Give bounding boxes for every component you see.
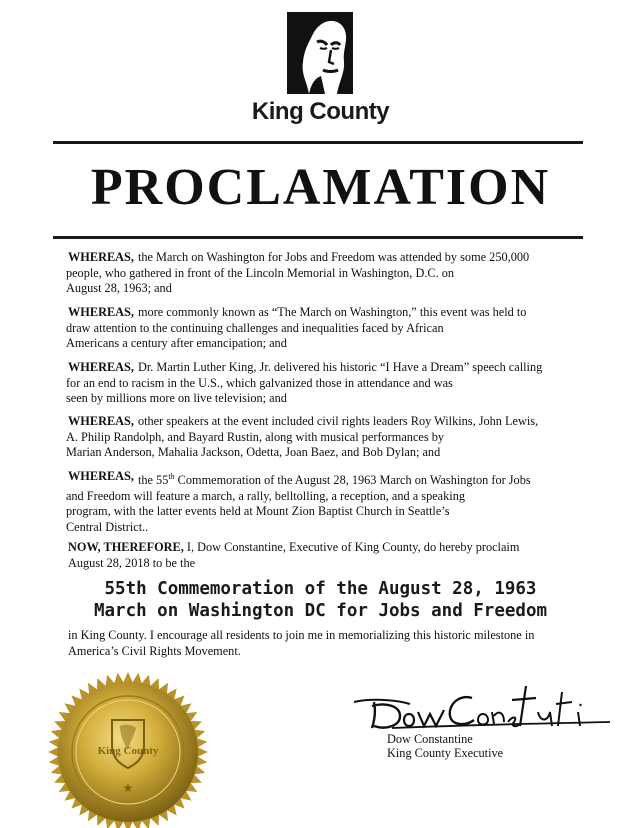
clause-line: for an end to racism in the U.S., which galvanized those in attendance and was: [65, 375, 453, 390]
clause-line: Central District..: [65, 519, 149, 534]
seal-text: King County: [97, 745, 159, 757]
king-county-logo-icon: [287, 12, 353, 94]
closing-line-1: in King County. I encourage all residents to join me in memorializing this historic milestone in: [68, 628, 535, 642]
clause-line: more commonly known as “The March on Washington,” this event was held to: [137, 305, 527, 319]
whereas-keyword: WHEREAS,: [68, 414, 134, 428]
clause-line: and Freedom will feature a march, a rally, belltolling, a reception, and a speaking: [65, 488, 465, 503]
whereas-keyword: WHEREAS,: [68, 360, 134, 374]
clause-line: Americans a century after emancipation; and: [65, 336, 287, 350]
top-divider: [53, 141, 583, 144]
closing-line-2: America’s Civil Rights Movement.: [68, 643, 241, 658]
clause-line: Dr. Martin Luther King, Jr. delivered his historic “I Have a Dream” speech calling: [137, 360, 543, 374]
headline-line-2: March on Washington DC for Jobs and Freedom: [93, 601, 548, 621]
now-therefore-keyword: NOW, THEREFORE,: [68, 540, 184, 554]
clause-line: August 28, 1963; and: [65, 281, 172, 295]
whereas-keyword: WHEREAS,: [68, 250, 134, 264]
svg-text:★: ★: [122, 781, 134, 795]
clause-line: draw attention to the continuing challenges and inequalities faced by African: [65, 320, 444, 335]
now-therefore-line1: I, Dow Constantine, Executive of King County, do hereby proclaim: [183, 540, 520, 554]
now-therefore-paragraph: [68, 540, 588, 571]
bottom-divider: [53, 236, 583, 239]
document-title: PROCLAMATION: [90, 159, 551, 216]
clause-line: other speakers at the event included civil rights leaders Roy Wilkins, John Lewis,: [137, 414, 539, 428]
clause-text-post: Commemoration of the August 28, 1963 March on Washington for Jobs: [174, 473, 531, 488]
whereas-clause-1: [65, 250, 588, 297]
clause-line-1: [138, 469, 588, 489]
whereas-keyword: WHEREAS,: [68, 469, 134, 483]
org-name: King County: [251, 98, 390, 125]
whereas-clause-2: [65, 305, 588, 352]
whereas-clause-3: [65, 360, 588, 407]
clause-line: A. Philip Randolph, and Bayard Rustin, along with musical performances by: [65, 429, 445, 444]
clause-line: people, who gathered in front of the Lincoln Memorial in Washington, D.C. on: [65, 265, 455, 280]
now-therefore-line2: August 28, 2018 to be the: [68, 555, 196, 570]
signatory-name: Dow Constantine: [387, 732, 473, 746]
ordinal-suffix: th: [168, 472, 175, 481]
clause-line: Marian Anderson, Mahalia Jackson, Odetta, Joan Baez, and Bob Dylan; and: [65, 445, 441, 459]
whereas-clause-4: [65, 414, 588, 461]
signatory-title: King County Executive: [387, 746, 504, 760]
clause-text-pre: the 55: [137, 473, 169, 488]
clause-line: the March on Washington for Jobs and Freedom was attended by some 250,000: [137, 250, 530, 264]
clause-line: program, with the latter events held at Mount Zion Baptist Church in Seattle’s: [65, 504, 450, 519]
clause-line: seen by millions more on live television; and: [65, 391, 287, 405]
gold-county-seal-icon: [40, 666, 216, 828]
whereas-keyword: WHEREAS,: [68, 305, 134, 319]
signature-graphic: [352, 682, 614, 732]
closing-paragraph: [68, 628, 588, 659]
headline-line-1: 55th Commemoration of the August 28, 1963: [104, 579, 537, 599]
whereas-clause-5: [65, 469, 588, 535]
